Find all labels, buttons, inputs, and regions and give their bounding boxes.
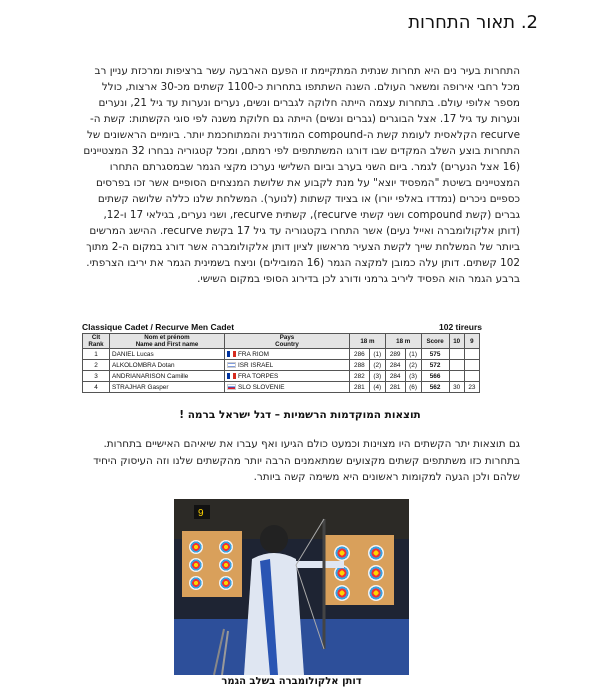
- score-cell: 284: [385, 360, 405, 371]
- nines-header: 9: [464, 334, 479, 349]
- photo-caption: דותן אלקולומברה בשלב הגמר: [221, 676, 362, 687]
- france-flag-icon: [227, 373, 236, 379]
- score-header: Score: [421, 334, 449, 349]
- total-score-cell: 575: [421, 349, 449, 360]
- score-cell: 281: [350, 382, 370, 393]
- name-cell: DANIEL Lucas: [110, 349, 225, 360]
- intro-paragraph: התחרות בעיר נים היא תחרות שנתית המתקיימת זו הפעם הארבעה עשר ברציפות ומרכזת עניין רב מכל רחבי אירופה ומשאר העולם. השנה השתתפו בתחרות כ-1100 קשתים מכ-30 ארצות, כולל מספר אלופי עולם. בתחרות עצמה הייתה חלוקה לגברים ונשים, נערים ונערות עד גיל 21, ונערים ונערות עד גיל 17. אצל הבוגרים (גברים ונשים) הייתה גם חלוקת משנה לפי סוגי הקשתות: קשת ה-recurve הקלאסית לעומת קשת ה-compound המודרנית והמתוחכמת יותר. ביומיים הראשונים של התחרות בוצע השלב המקדים שבו דורגו המשתתפים לפי רמתם, ומכל קטגוריה נבחרו 32 המצטיינים (16 אצל הנערים) לגמר. ביום השני בערב וביום השלישי נערכו מקצי הגמר שבמסגרתם התחרו המצטיינים בשיטת "המפסיד יוצא" על מנת לקבוע את שלושת המנצחים הסופיים אשר זכו בפרסים כספיים ניכרים (נמדדו באלפי יורו) או בציוד קשתות (לנוער). המשלחת שלנו כללה שלושה קשתים גברים (קשת compound ושני קשתי recurve), קשתית recurve, ושני נערים, בגילאי 17 ו-12, (דותן אלקולומברה ואייל נעים) אשר התחרו בקטגוריה עד גיל 17 בקשת recurve. ההישג המרשים ביותר של המשלחת שייך לקשת הצעיר מראשון לציון דותן אלקולומברה אשר דורג במקום ה-2 מתוך 102 קשתים. דותן עלה כמובן למקצה הגמר (16 המובילים) וניצח בשמינית הגמר את יריבו הצרפתי. ברבע הגמר הוא הפסיד ליריב גרמני ודורג לכן בדירוג הסופי במקום השישי.: [83, 65, 520, 285]
- rank-cell: 4: [83, 382, 110, 393]
- results-header: [82, 322, 482, 333]
- score-cell: 282: [350, 371, 370, 382]
- country-cell: ISR ISRAEL: [225, 360, 350, 371]
- section-heading: 2. תאור התחרות: [408, 12, 538, 33]
- score-cell: 286: [350, 349, 370, 360]
- rank-cell: 2: [83, 360, 110, 371]
- rank-header: Clt Rank: [83, 334, 110, 349]
- name-cell: STRAJHAR Gasper: [110, 382, 225, 393]
- rank-cell: 1: [83, 349, 110, 360]
- archer-photo-illustration: [174, 499, 409, 675]
- total-score-cell: 562: [421, 382, 449, 393]
- results-table-block: [82, 322, 482, 393]
- tens-cell: [449, 371, 464, 382]
- country-cell: FRA RIOM: [225, 349, 350, 360]
- france-flag-icon: [227, 351, 236, 357]
- total-score-cell: 566: [421, 371, 449, 382]
- table-row: [83, 349, 480, 360]
- rank-cell: 3: [83, 371, 110, 382]
- results-caption: תוצאות המוקדמות הרשמיות – דגל ישראל ברמה !: [179, 409, 421, 421]
- rank-in-round-cell: (1): [369, 349, 385, 360]
- tens-header: 10: [449, 334, 464, 349]
- table-row: [83, 371, 480, 382]
- table-header-row: [83, 334, 480, 349]
- rank-in-round-cell: (1): [405, 349, 421, 360]
- scoreboard-number: 9: [198, 508, 204, 519]
- archer-photo: [174, 499, 409, 675]
- rank-in-round-cell: (3): [405, 371, 421, 382]
- rank-in-round-cell: (3): [369, 371, 385, 382]
- table-row: [83, 382, 480, 393]
- table-row: [83, 360, 480, 371]
- nines-cell: 23: [464, 382, 479, 393]
- rank-in-round-cell: (6): [405, 382, 421, 393]
- israel-flag-icon: [227, 362, 236, 368]
- name-header: Nom et prénom Name and First name: [110, 334, 225, 349]
- score-cell: 281: [385, 382, 405, 393]
- round1-header: 18 m: [350, 334, 386, 349]
- total-score-cell: 572: [421, 360, 449, 371]
- rank-in-round-cell: (2): [405, 360, 421, 371]
- nines-cell: [464, 371, 479, 382]
- country-cell: SLO SLOVENIE: [225, 382, 350, 393]
- slovenia-flag-icon: [227, 384, 236, 390]
- name-cell: ALKOLOMBRA Dotan: [110, 360, 225, 371]
- results-count: 102 tireurs: [439, 322, 482, 332]
- tens-cell: 30: [449, 382, 464, 393]
- tens-cell: [449, 349, 464, 360]
- country-cell: FRA TORPES: [225, 371, 350, 382]
- score-cell: 289: [385, 349, 405, 360]
- results-title: Classique Cadet / Recurve Men Cadet: [82, 322, 235, 332]
- tens-cell: [449, 360, 464, 371]
- nines-cell: [464, 360, 479, 371]
- nines-cell: [464, 349, 479, 360]
- round2-header: 18 m: [385, 334, 421, 349]
- rank-in-round-cell: (2): [369, 360, 385, 371]
- results-table: [82, 333, 480, 393]
- name-cell: ANDRIANARISON Camille: [110, 371, 225, 382]
- score-cell: 284: [385, 371, 405, 382]
- score-cell: 288: [350, 360, 370, 371]
- country-header: Pays Country: [225, 334, 350, 349]
- rank-in-round-cell: (4): [369, 382, 385, 393]
- closing-paragraph: גם תוצאות יתר הקשתים היו מצוינות וכמעט כולם הגיעו ואף עברו את שיאיהם האישיים בתחרות. בתחרות כזו משתתפים קשתים מקצועים שמתאמנים הרבה יותר מהקשתים שלנו וזה העיסוק היחיד שלהם ולכן הגעה למקומות ראשונים היא משימה קשה ביותר.: [93, 438, 520, 483]
